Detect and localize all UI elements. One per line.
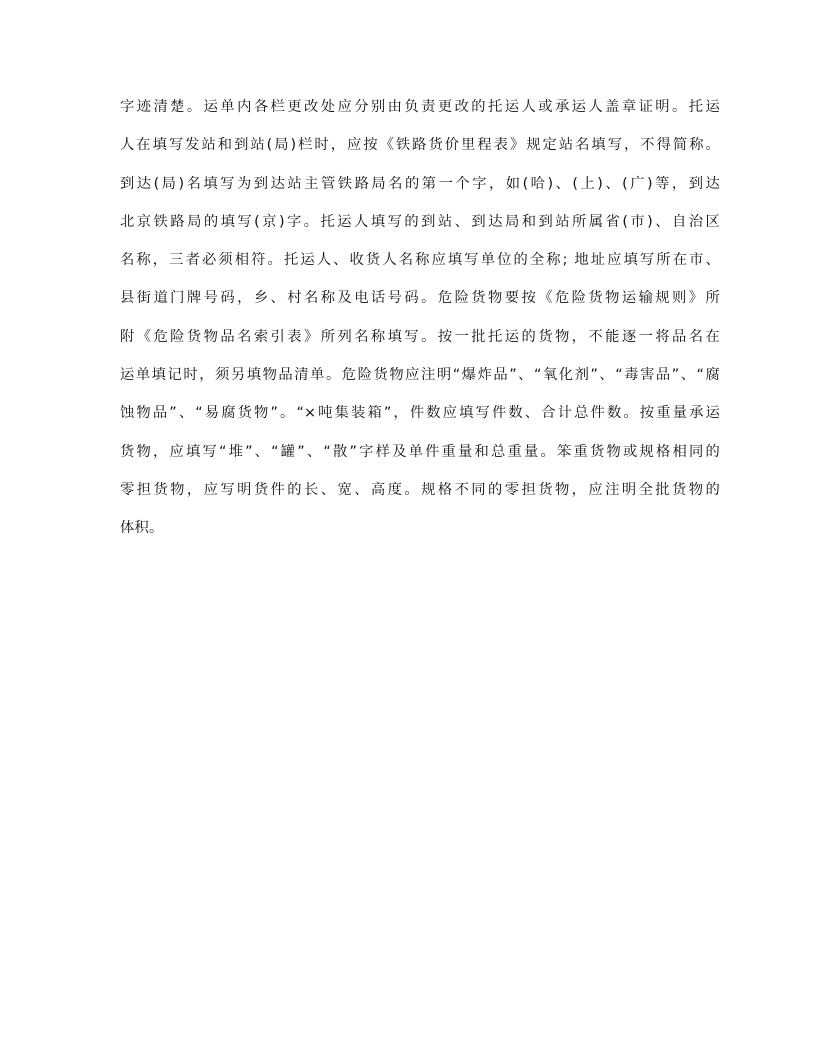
body-paragraph [120,88,720,548]
paragraph-line-7: 附《危险货物品名索引表》所列名称填写。按一批托运的货物，不能逐一将品名在 [120,328,720,345]
paragraph-line-2: 人在填写发站和到站(局)栏时，应按《铁路货价里程表》规定站名填写，不得简称。 [120,137,720,154]
paragraph-line-9: 蚀物品”、“易腐货物”。“×吨集装箱”，件数应填写件数、合计总件数。按重量承运 [120,405,720,422]
paragraph-line-11: 零担货物，应写明货件的长、宽、高度。规格不同的零担货物，应注明全批货物的 [120,481,720,498]
paragraph-line-6: 县街道门牌号码，乡、村名称及电话号码。危险货物要按《危险货物运输规则》所 [120,290,720,307]
paragraph-line-1: 字迹清楚。运单内各栏更改处应分别由负责更改的托运人或承运人盖章证明。托运 [120,99,720,115]
paragraph-line-10: 货物，应填写“堆”、“罐”、“散”字样及单件重量和总重量。笨重货物或规格相同的 [120,443,720,460]
paragraph-line-8: 运单填记时，须另填物品清单。危险货物应注明“爆炸品”、“氧化剂”、“毒害品”、“腐 [120,367,720,384]
paragraph-line-3: 到达(局)名填写为到达站主管铁路局名的第一个字，如(哈)、(上)、(广)等，到达 [120,175,720,192]
paragraph-line-5: 名称，三者必须相符。托运人、收货人名称应填写单位的全称; 地址应填写所在市、 [120,252,720,269]
paragraph-line-12: 体积。 [120,520,164,537]
paragraph-line-4: 北京铁路局的填写(京)字。托运人填写的到站、到达局和到站所属省(市)、自治区 [120,213,720,230]
